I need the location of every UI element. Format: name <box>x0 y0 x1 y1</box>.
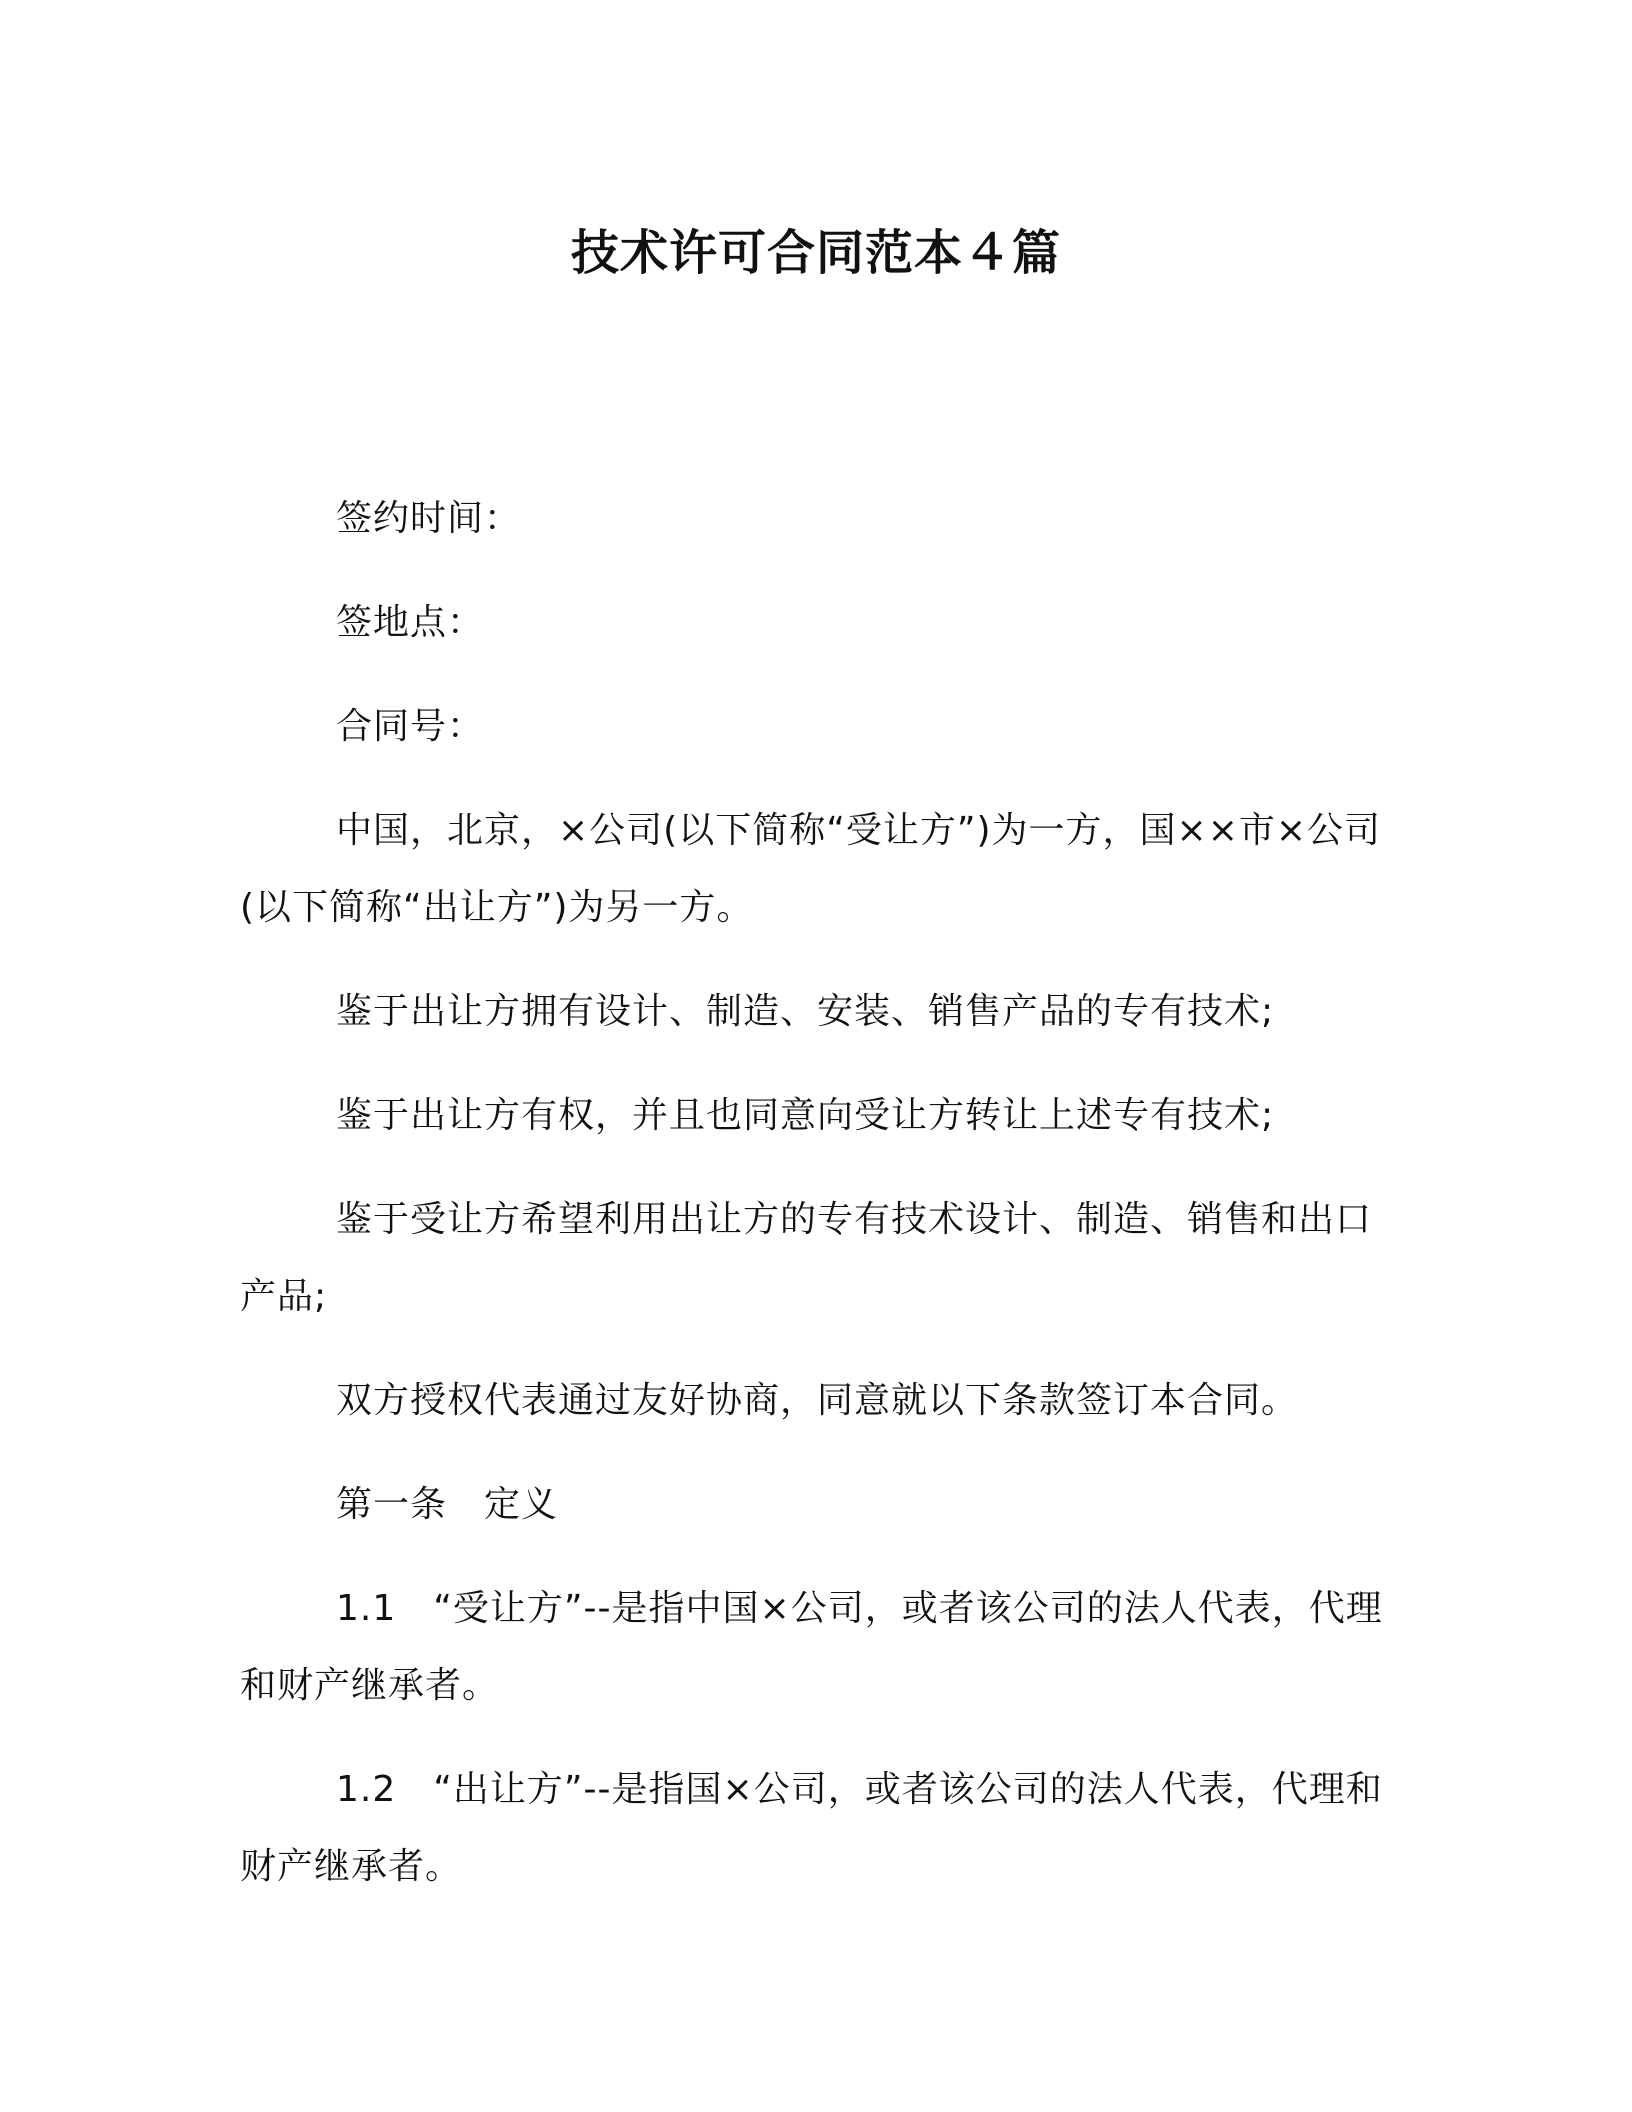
contract-number-paragraph: 合同号： <box>336 706 485 747</box>
whereas-paragraph-3: 鉴于受让方希望利用出让方的专有技术设计、制造、销售和出口产品; <box>240 1199 1373 1317</box>
document-title: 技术许可合同范本４篇 <box>570 225 1061 281</box>
article-one-heading: 第一条 定义 <box>336 1484 559 1525</box>
document-body <box>240 480 1390 1932</box>
agreement-paragraph: 双方授权代表通过友好协商，同意就以下条款签订本合同。 <box>336 1380 1299 1421</box>
signing-place-paragraph: 签地点： <box>336 602 485 643</box>
definition-1-2-paragraph: 1.2 “出让方”--是指国×公司，或者该公司的法人代表，代理和财产继承者。 <box>240 1769 1383 1887</box>
parties-paragraph: 中国，北京，×公司(以下简称“受让方”)为一方，国××市×公司(以下简称“出让方”)为另一方。 <box>240 810 1382 928</box>
signing-time-paragraph: 签约时间： <box>336 498 522 539</box>
definition-1-1-paragraph: 1.1 “受让方”--是指中国×公司，或者该公司的法人代表，代理和财产继承者。 <box>240 1588 1383 1706</box>
whereas-paragraph-2: 鉴于出让方有权，并且也同意向受让方转让上述专有技术; <box>336 1095 1275 1136</box>
whereas-paragraph-1: 鉴于出让方拥有设计、制造、安装、销售产品的专有技术; <box>336 991 1275 1032</box>
